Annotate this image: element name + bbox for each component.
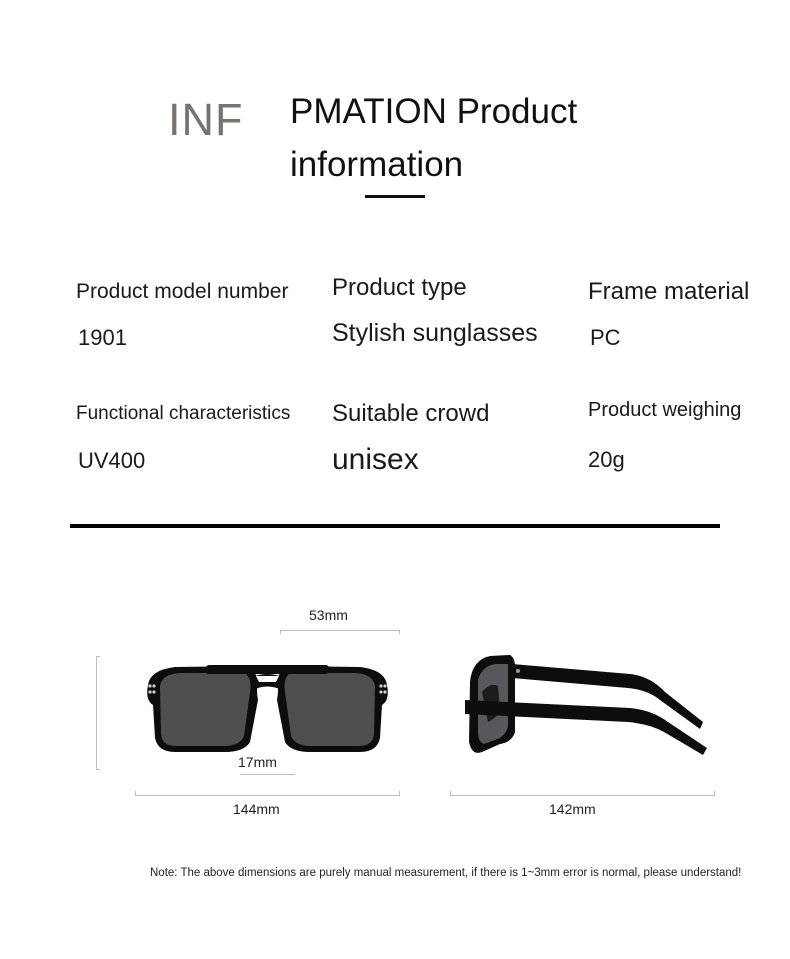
- lens-width-tick-left: [280, 630, 281, 634]
- measurement-note: Note: The above dimensions are purely manual measurement, if there is 1~3mm error is normal, please understand!: [150, 867, 742, 879]
- sunglasses-side-image: [460, 652, 715, 762]
- lens-width-line: [280, 630, 400, 631]
- temple-length-line: [450, 795, 715, 796]
- lens-width-label: 53mm: [309, 607, 348, 623]
- spec-value-function: UV400: [78, 448, 146, 473]
- bridge-width-line: [240, 774, 295, 775]
- spec-label-model: Product model number: [76, 280, 289, 303]
- spec-value-type: Stylish sunglasses: [332, 319, 538, 347]
- section-divider: [70, 524, 720, 528]
- temple-length-tick-left: [450, 791, 451, 795]
- lens-height-line: [96, 656, 97, 770]
- temple-length-tick-right: [714, 791, 715, 795]
- spec-value-material: PC: [590, 325, 621, 350]
- sunglasses-front-image: [140, 660, 395, 760]
- title-underline: [365, 195, 425, 198]
- spec-label-weight: Product weighing: [588, 399, 742, 421]
- spec-value-crowd: unisex: [332, 443, 419, 476]
- spec-value-weight: 20g: [588, 447, 625, 472]
- frame-width-tick-right: [399, 791, 400, 795]
- frame-width-line: [135, 795, 400, 796]
- spec-label-crowd: Suitable crowd: [332, 400, 490, 427]
- bridge-width-label: 17mm: [238, 754, 277, 770]
- temple-length-label: 142mm: [549, 801, 596, 817]
- spec-value-model: 1901: [78, 325, 127, 350]
- frame-width-tick-left: [135, 791, 136, 795]
- spec-label-function: Functional characteristics: [76, 403, 291, 424]
- frame-width-label: 144mm: [233, 801, 280, 817]
- page-title-line1: PMATION Product: [290, 92, 578, 131]
- spec-label-type: Product type: [332, 274, 467, 301]
- lens-height-tick-top: [96, 656, 100, 657]
- lens-height-tick-bottom: [96, 769, 100, 770]
- lens-width-tick-right: [399, 630, 400, 634]
- spec-label-material: Frame material: [588, 278, 750, 305]
- header-prefix: INF: [168, 94, 244, 145]
- page-title-line2: information: [290, 145, 464, 184]
